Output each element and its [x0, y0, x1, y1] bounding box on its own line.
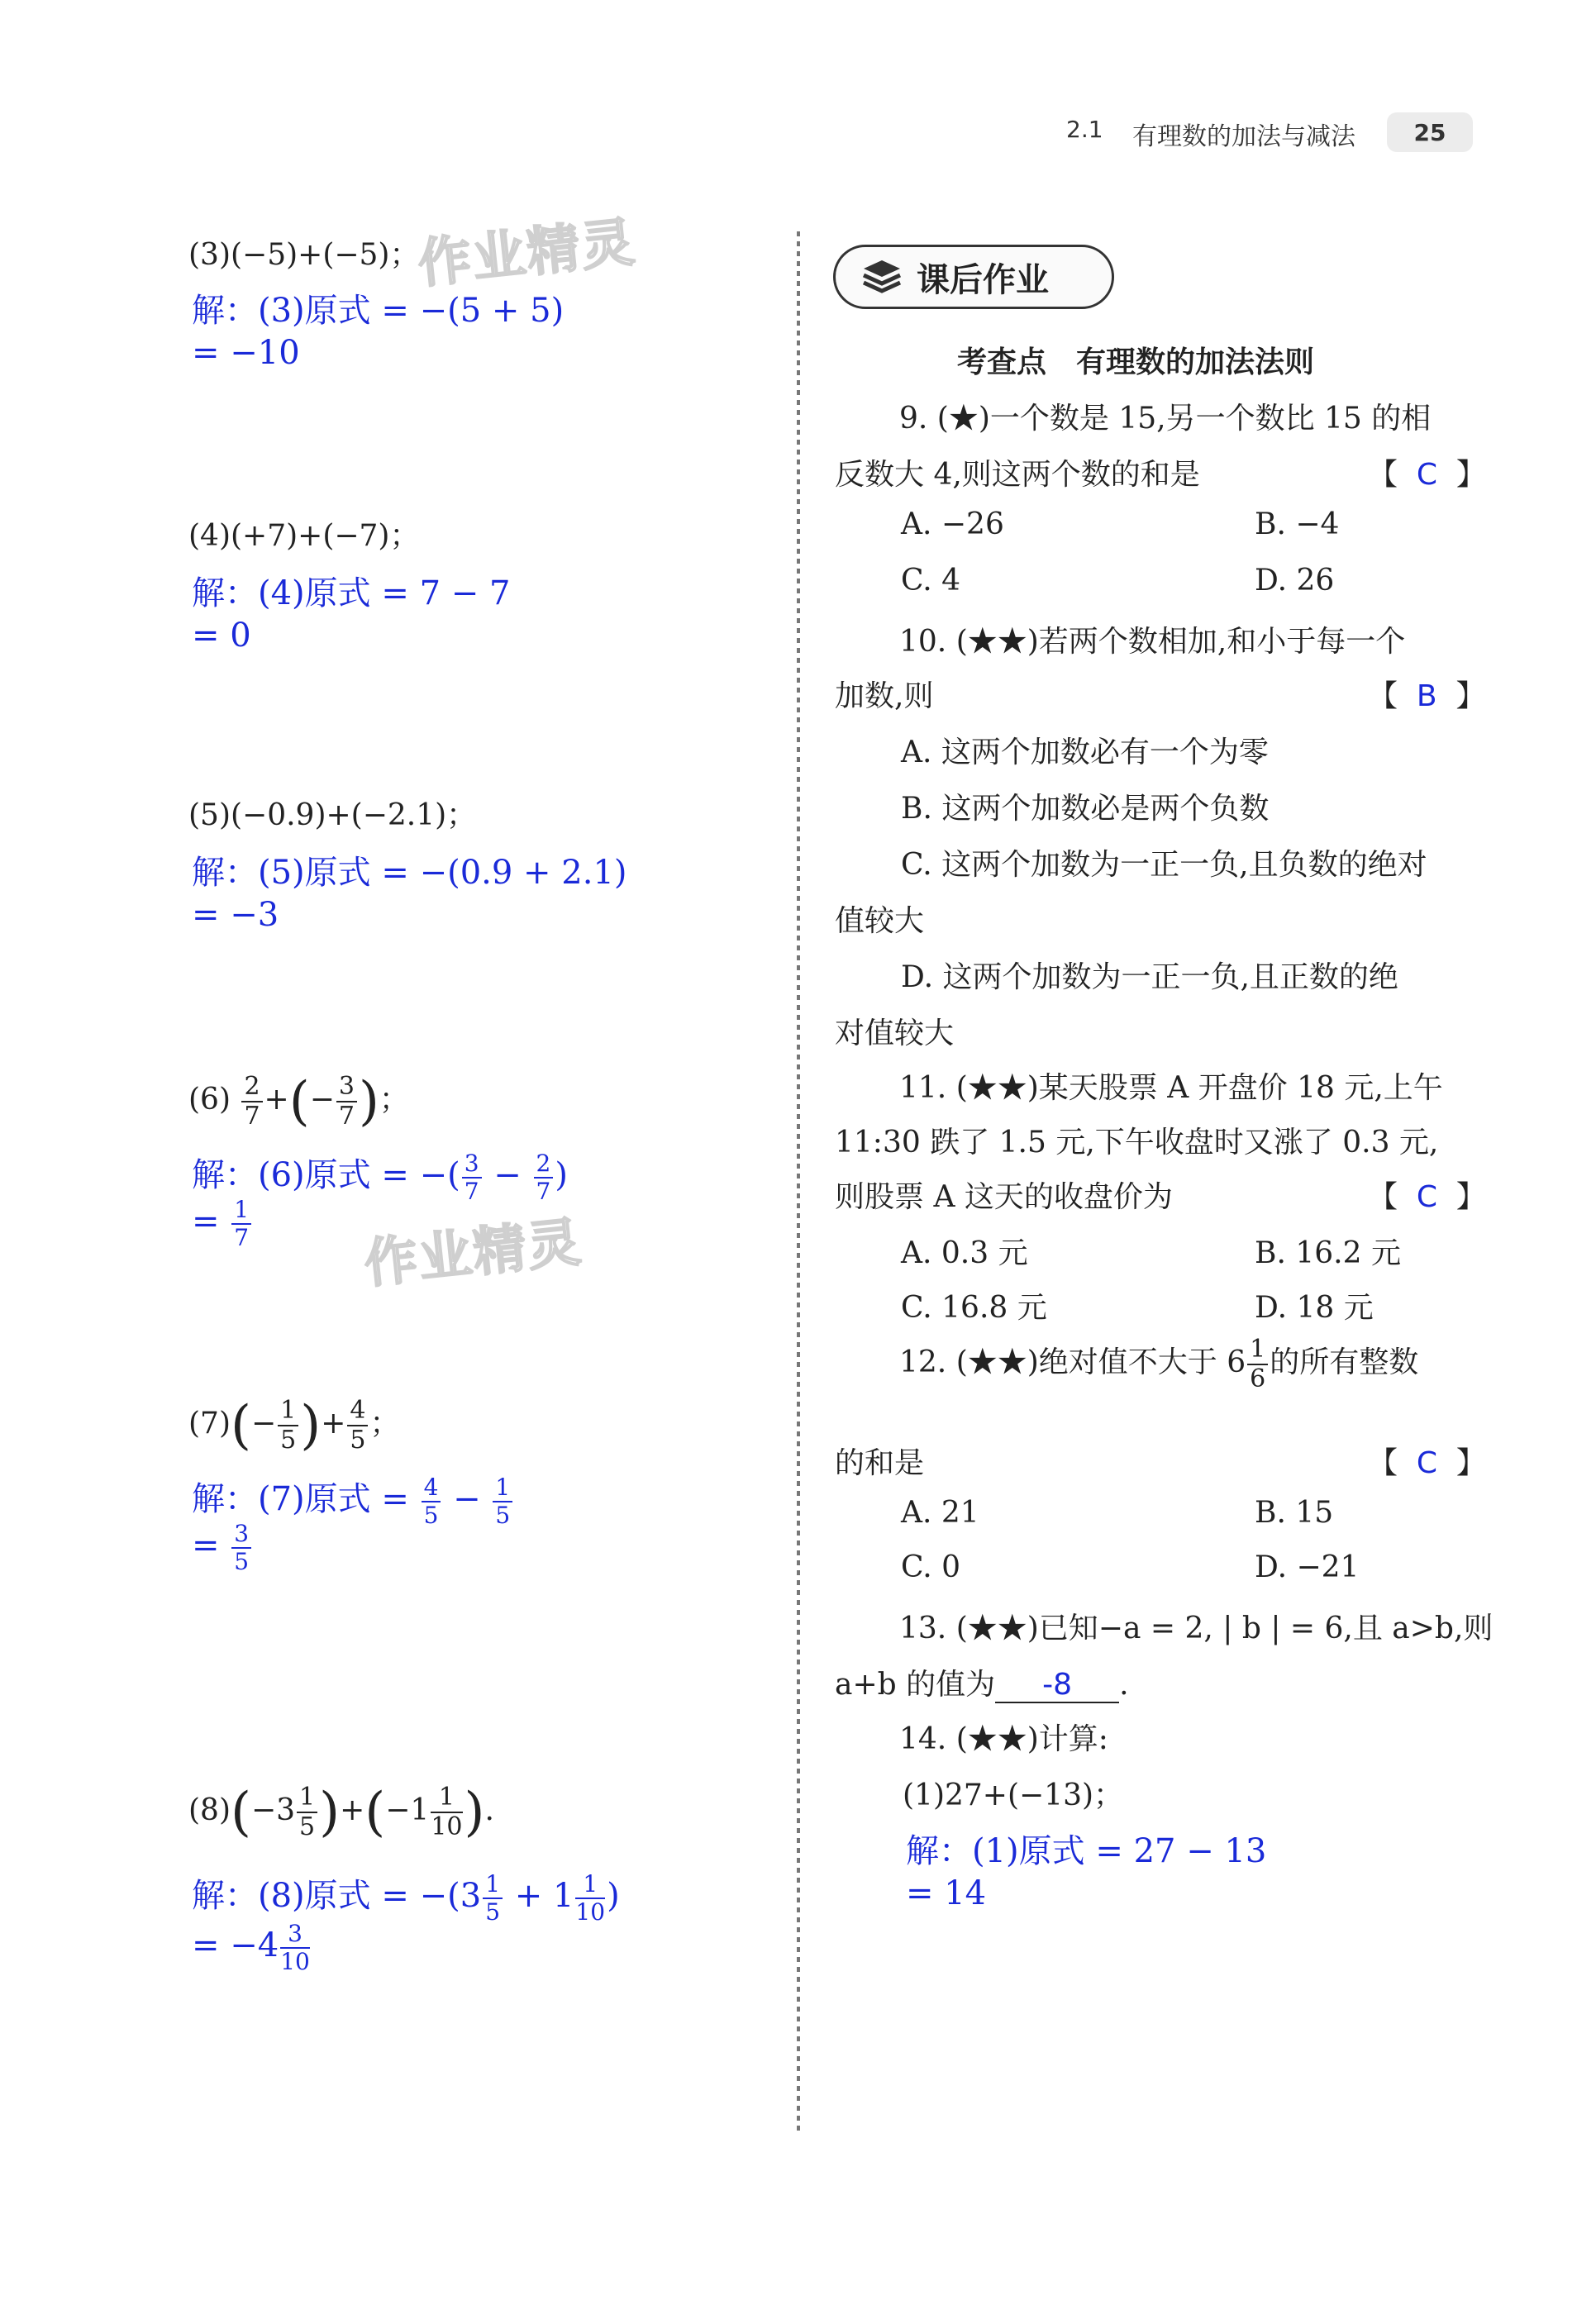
q11-line3: 则股票 A 这天的收盘价为 [835, 1180, 1173, 1214]
q10-option-c: C. 这两个加数为一正一负,且负数的绝对 [901, 848, 1427, 882]
q10-line2: 加数,则 [835, 679, 934, 713]
q9-option-a: A. −26 [901, 507, 1004, 541]
problem-5-answer-line1: 解：(5)原式 = −(0.9 + 2.1) [192, 854, 627, 892]
fraction: $\frac{3}{7}$ [336, 1074, 357, 1129]
q9-line1: 9. (★)一个数是 15,另一个数比 15 的相 [899, 402, 1432, 436]
q12-answer-bracket: 【 C 】 [1368, 1446, 1486, 1480]
problem-7-answer-line2: = $\frac{3}{5}$ [192, 1522, 253, 1574]
q9-line2: 反数大 4,则这两个数的和是 [835, 458, 1200, 492]
q12-option-a: A. 21 [901, 1496, 979, 1530]
problem-6-question: (6) $\frac{2}{7}$ +(− $\frac{3}{7}$ )； [188, 1071, 409, 1132]
problem-5-question: (5)(−0.9)+(−2.1)； [188, 798, 477, 832]
q13-line2: a+b 的值为 -8 . [835, 1668, 1129, 1702]
header-section-number: 2.1 [1066, 116, 1103, 143]
q14-title: 14. (★★)计算: [899, 1722, 1108, 1756]
q13-line1: 13. (★★)已知−a = 2, | b | = 6,且 a>b,则 [899, 1612, 1494, 1645]
q12-option-d: D. −21 [1255, 1550, 1360, 1584]
q11-option-b: B. 16.2 元 [1255, 1236, 1401, 1270]
q11-line1: 11. (★★)某天股票 A 开盘价 18 元,上午 [899, 1071, 1443, 1105]
q10-option-a: A. 这两个加数必有一个为零 [901, 736, 1269, 769]
q11-line2: 11:30 跌了 1.5 元,下午收盘时又涨了 0.3 元, [835, 1126, 1439, 1160]
header-section-title: 有理数的加法与减法 [1132, 122, 1355, 151]
q10-line1: 10. (★★)若两个数相加,和小于每一个 [899, 625, 1406, 659]
problem-6-answer-line2: = $\frac{1}{7}$ [192, 1198, 253, 1250]
problem-3-answer-line2: = −10 [192, 334, 300, 372]
q10-answer-bracket: 【 B 】 [1368, 679, 1486, 713]
q12-line2: 的和是 [835, 1446, 925, 1480]
q10-option-d-cont: 对值较大 [835, 1017, 955, 1050]
problem-8-question: (8)(−3 $\frac{1}{5}$ )+(−1 $\frac{1}{10}$ ). [188, 1782, 494, 1843]
q10-option-c-cont: 值较大 [835, 904, 925, 938]
q9-option-c: C. 4 [901, 564, 961, 598]
q10-option-d: D. 这两个加数为一正一负,且正数的绝 [901, 960, 1398, 994]
q11-option-a: A. 0.3 元 [901, 1236, 1028, 1270]
problem-4-question: (4)(+7)+(−7)； [188, 519, 420, 553]
q14-sub1: (1)27+(−13)； [903, 1779, 1124, 1812]
q10-option-b: B. 这两个加数必是两个负数 [901, 792, 1270, 826]
q9-answer-bracket: 【 C 】 [1368, 458, 1486, 492]
q12-option-c: C. 0 [901, 1550, 961, 1584]
q11-option-d: D. 18 元 [1255, 1291, 1374, 1325]
q11-option-c: C. 16.8 元 [901, 1291, 1047, 1325]
problem-7-answer-line1: 解：(7)原式 = $\frac{4}{5}$ − $\frac{1}{5}$ [192, 1473, 514, 1527]
problem-5-answer-line2: = −3 [192, 896, 279, 934]
knowledge-point-heading: 考查点 有理数的加法法则 [957, 345, 1315, 379]
q13-answer: -8 [1042, 1668, 1073, 1702]
watermark: 作业精灵 [415, 212, 639, 296]
section-title: 课后作业 [917, 260, 1049, 299]
problem-4-answer-line2: = 0 [192, 617, 251, 655]
books-icon [860, 257, 903, 297]
q12-option-b: B. 15 [1255, 1496, 1334, 1530]
problem-3-answer-line1: 解：(3)原式 = −(5 + 5) [192, 292, 565, 330]
page-number-badge: 25 [1387, 112, 1473, 152]
q9-option-d: D. 26 [1255, 564, 1335, 598]
column-divider [797, 231, 800, 2132]
section-banner [833, 245, 1114, 309]
problem-8-answer-line2: = −4 $\frac{3}{10}$ [192, 1920, 310, 1975]
q9-option-b: B. −4 [1255, 507, 1340, 541]
q14-answer-line2: = 14 [906, 1874, 987, 1912]
watermark: 作业精灵 [361, 1212, 585, 1296]
problem-4-answer-line1: 解：(4)原式 = 7 − 7 [192, 574, 511, 612]
q12-line1: 12. (★★)绝对值不大于 6 $\frac{1}{6}$ 的所有整数 [899, 1335, 1419, 1393]
problem-3-question: (3)(−5)+(−5)； [188, 238, 420, 272]
q11-answer-bracket: 【 C 】 [1368, 1180, 1486, 1214]
problem-6-answer-line1: 解：(6)原式 = −( $\frac{3}{7}$ − $\frac{2}{7}$ ) [192, 1150, 568, 1205]
q14-answer-line1: 解：(1)原式 = 27 − 13 [906, 1832, 1267, 1870]
fraction: $\frac{2}{7}$ [241, 1074, 262, 1129]
problem-7-question: (7)(− $\frac{1}{5}$ )+ $\frac{4}{5}$ ； [188, 1395, 400, 1456]
problem-8-answer-line1: 解：(8)原式 = −(3 $\frac{1}{5}$ + 1 $\frac{1}{10}$ ) [192, 1870, 620, 1926]
